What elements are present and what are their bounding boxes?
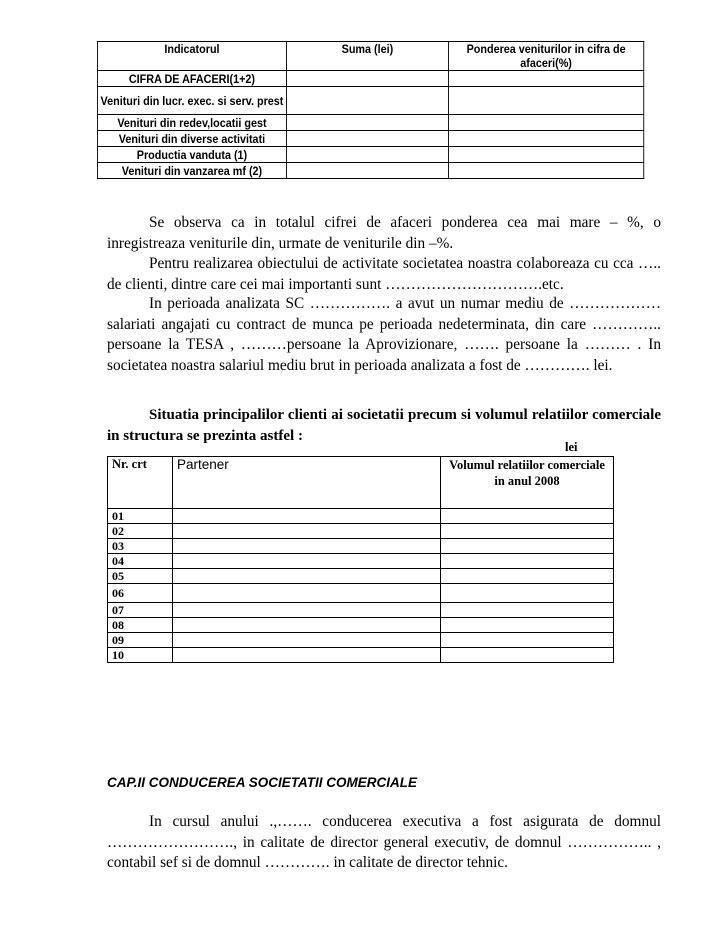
indicator-share-cell — [448, 163, 643, 179]
volume-cell — [441, 603, 614, 618]
row-number: 01 — [108, 509, 173, 524]
header-suma: Suma (lei) — [286, 42, 448, 71]
partner-cell — [173, 524, 441, 539]
volume-cell — [441, 584, 614, 603]
row-number: 05 — [108, 569, 173, 584]
row-number: 10 — [108, 648, 173, 663]
paragraph-management: In cursul anului .,……. conducerea executiva a fost asigurata de domnul ……………………., in calitate de director general executiv, de domnul …………….. , contabil sef si de domnul …………. in calitate de director tehnic. — [107, 813, 661, 871]
indicator-share-cell — [448, 87, 643, 115]
indicator-row-label: Venituri din vanzarea mf (2) — [97, 163, 286, 179]
chapter-title: CAP.II CONDUCEREA SOCIETATII COMERCIALE — [107, 775, 418, 790]
volume-cell — [441, 554, 614, 569]
partner-cell — [173, 648, 441, 663]
header-ponderea: Ponderea veniturilor in cifra de afaceri(%) — [448, 42, 643, 71]
paragraph-employees: In perioada analizata SC ……………. a avut un numar mediu de ……………… salariati angajati cu contract de munca pe perioada nedeterminata, din care ………….. persoane la TESA , ………persoane la Aprovizionare, ……. persoane la ……… . In societatea noastra salariul mediu brut in perioada analizata a fost de …………. lei. — [107, 295, 661, 374]
clients-table — [107, 456, 614, 663]
header-indicatorul: Indicatorul — [97, 42, 286, 71]
indicator-share-cell — [448, 147, 643, 163]
row-number: 06 — [108, 584, 173, 603]
unit-label: lei — [565, 440, 578, 454]
row-number: 03 — [108, 539, 173, 554]
row-number: 07 — [108, 603, 173, 618]
volume-cell — [441, 648, 614, 663]
header-nr-crt: Nr. crt — [108, 457, 173, 509]
indicator-sum-cell — [286, 147, 448, 163]
volume-cell — [441, 509, 614, 524]
partner-cell — [173, 603, 441, 618]
paragraph-clients: Pentru realizarea obiectului de activitate societatea noastra colaboreaza cu cca ….. de clienti, dintre care cei mai importanti sunt ………………………….etc. — [107, 255, 661, 293]
indicator-share-cell — [448, 131, 643, 147]
indicator-sum-cell — [286, 87, 448, 115]
indicator-sum-cell — [286, 131, 448, 147]
indicator-sum-cell — [286, 71, 448, 87]
partner-cell — [173, 539, 441, 554]
volume-cell — [441, 618, 614, 633]
indicator-share-cell — [448, 115, 643, 131]
row-number: 02 — [108, 524, 173, 539]
paragraph-clients-intro: Situatia principalilor clienti ai societatii precum si volumul relatiilor comerciale in structura se prezinta astfel : — [107, 407, 661, 444]
paragraph-revenue-share: Se observa ca in totalul cifrei de afaceri ponderea cea mai mare – %, o inregistreaza veniturile din, urmate de veniturile din –%. — [107, 214, 661, 252]
partner-cell — [173, 509, 441, 524]
volume-cell — [441, 633, 614, 648]
header-volum: Volumul relatiilor comerciale in anul 2008 — [441, 457, 614, 509]
volume-cell — [441, 569, 614, 584]
indicator-sum-cell — [286, 115, 448, 131]
indicator-row-label: Venituri din diverse activitati — [97, 131, 286, 147]
partner-cell — [173, 584, 441, 603]
partner-cell — [173, 633, 441, 648]
row-number: 04 — [108, 554, 173, 569]
volume-cell — [441, 539, 614, 554]
row-number: 09 — [108, 633, 173, 648]
header-partener: Partener — [173, 457, 441, 509]
row-number: 08 — [108, 618, 173, 633]
partner-cell — [173, 554, 441, 569]
indicator-row-label: Productia vanduta (1) — [97, 147, 286, 163]
indicator-row-label: Venituri din lucr. exec. si serv. prest — [97, 87, 286, 115]
volume-cell — [441, 524, 614, 539]
indicator-sum-cell — [286, 163, 448, 179]
indicator-share-cell — [448, 71, 643, 87]
partner-cell — [173, 618, 441, 633]
indicator-row-label: CIFRA DE AFACERI(1+2) — [97, 71, 286, 87]
partner-cell — [173, 569, 441, 584]
indicator-row-label: Venituri din redev,locatii gest — [97, 115, 286, 131]
indicators-table — [97, 41, 644, 179]
